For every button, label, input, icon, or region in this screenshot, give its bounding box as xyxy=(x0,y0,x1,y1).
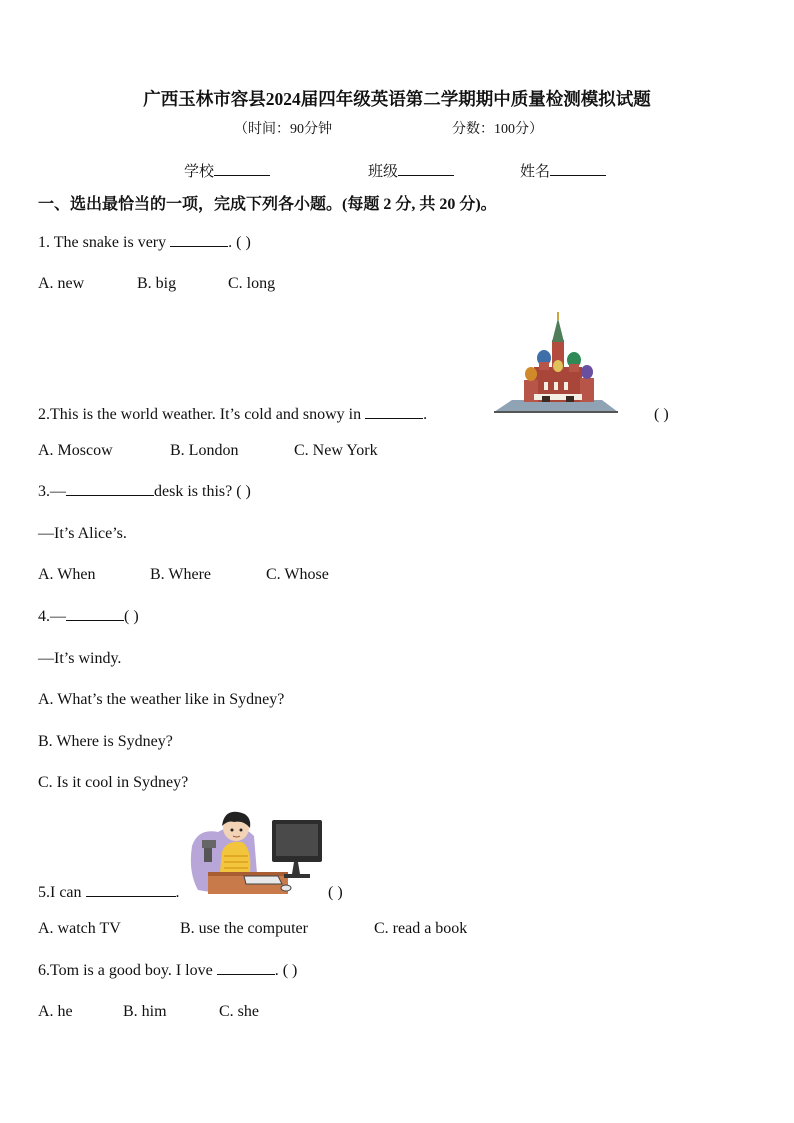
school-field[interactable] xyxy=(184,160,270,181)
question-6-option-b[interactable]: B. him xyxy=(123,1003,167,1020)
question-4-blank[interactable] xyxy=(66,619,124,621)
question-5-stem-end: . xyxy=(175,884,180,901)
section-1-title: 一、选出最恰当的一项，完成下列各小题。(每题 2 分, 共 20 分)。 xyxy=(38,196,497,213)
question-1-stem-end: . ( ) xyxy=(228,234,251,251)
question-3-stem-end: desk is this? ( ) xyxy=(154,483,251,500)
question-3 xyxy=(38,483,251,501)
question-1-option-a[interactable]: A. new xyxy=(38,275,85,292)
question-4 xyxy=(38,608,139,626)
question-2-option-c[interactable]: C. New York xyxy=(294,442,378,459)
question-3-option-a[interactable]: A. When xyxy=(38,566,96,583)
question-5-blank[interactable] xyxy=(86,895,176,897)
question-3-reply: —It’s Alice’s. xyxy=(38,525,127,542)
question-5-option-a[interactable]: A. watch TV xyxy=(38,920,121,937)
class-label: 班级 xyxy=(368,164,399,180)
school-label: 学校 xyxy=(184,164,215,180)
question-1-option-c[interactable]: C. long xyxy=(228,275,276,292)
question-6-stem: 6.Tom is a good boy. I love xyxy=(38,962,217,979)
school-blank[interactable] xyxy=(214,174,270,176)
question-4-option-c[interactable]: C. Is it cool in Sydney? xyxy=(38,774,189,791)
question-4-option-b[interactable]: B. Where is Sydney? xyxy=(38,733,173,750)
question-5-option-b[interactable]: B. use the computer xyxy=(180,920,308,937)
question-2-option-a[interactable]: A. Moscow xyxy=(38,442,113,459)
question-2-stem: 2.This is the world weather. It’s cold and snowy in xyxy=(38,406,366,423)
name-label: 姓名 xyxy=(520,164,551,180)
st-basils-cathedral-picture xyxy=(494,312,618,414)
question-2-option-b[interactable]: B. London xyxy=(170,442,239,459)
boy-using-computer-picture xyxy=(188,806,328,898)
question-5-answer-paren[interactable]: ( ) xyxy=(328,884,343,901)
name-blank[interactable] xyxy=(550,174,606,176)
question-1-option-b[interactable]: B. big xyxy=(137,275,177,292)
class-field[interactable] xyxy=(368,160,454,181)
question-5-option-c[interactable]: C. read a book xyxy=(374,920,468,937)
question-6-option-c[interactable]: C. she xyxy=(219,1003,259,1020)
question-1-stem: 1. The snake is very xyxy=(38,234,171,251)
question-1 xyxy=(38,234,251,252)
question-4-stem: 4.— xyxy=(38,608,66,625)
page-title: 广西玉林市容县2024届四年级英语第二学期期中质量检测模拟试题 xyxy=(143,89,651,109)
question-2-stem-end: . xyxy=(423,406,428,423)
question-3-option-b[interactable]: B. Where xyxy=(150,566,212,583)
question-6 xyxy=(38,962,297,980)
question-5-stem: 5.I can xyxy=(38,884,86,901)
exam-score: 分数：100分） xyxy=(452,122,543,137)
question-2 xyxy=(38,406,427,424)
question-5 xyxy=(38,884,180,902)
question-3-option-c[interactable]: C. Whose xyxy=(266,566,329,583)
question-3-stem: 3.— xyxy=(38,483,66,500)
question-6-option-a[interactable]: A. he xyxy=(38,1003,73,1020)
question-6-blank[interactable] xyxy=(217,973,275,975)
question-3-blank[interactable] xyxy=(66,494,154,496)
question-4-stem-end: ( ) xyxy=(124,608,139,625)
exam-time: （时间：90分钟 xyxy=(234,122,332,137)
question-2-answer-paren[interactable]: ( ) xyxy=(654,406,669,423)
question-2-blank[interactable] xyxy=(365,417,423,419)
class-blank[interactable] xyxy=(398,174,454,176)
question-1-blank[interactable] xyxy=(170,245,228,247)
question-4-option-a[interactable]: A. What’s the weather like in Sydney? xyxy=(38,691,285,708)
question-6-stem-end: . ( ) xyxy=(274,962,298,979)
question-4-reply: —It’s windy. xyxy=(38,650,122,667)
name-field[interactable] xyxy=(520,160,606,181)
